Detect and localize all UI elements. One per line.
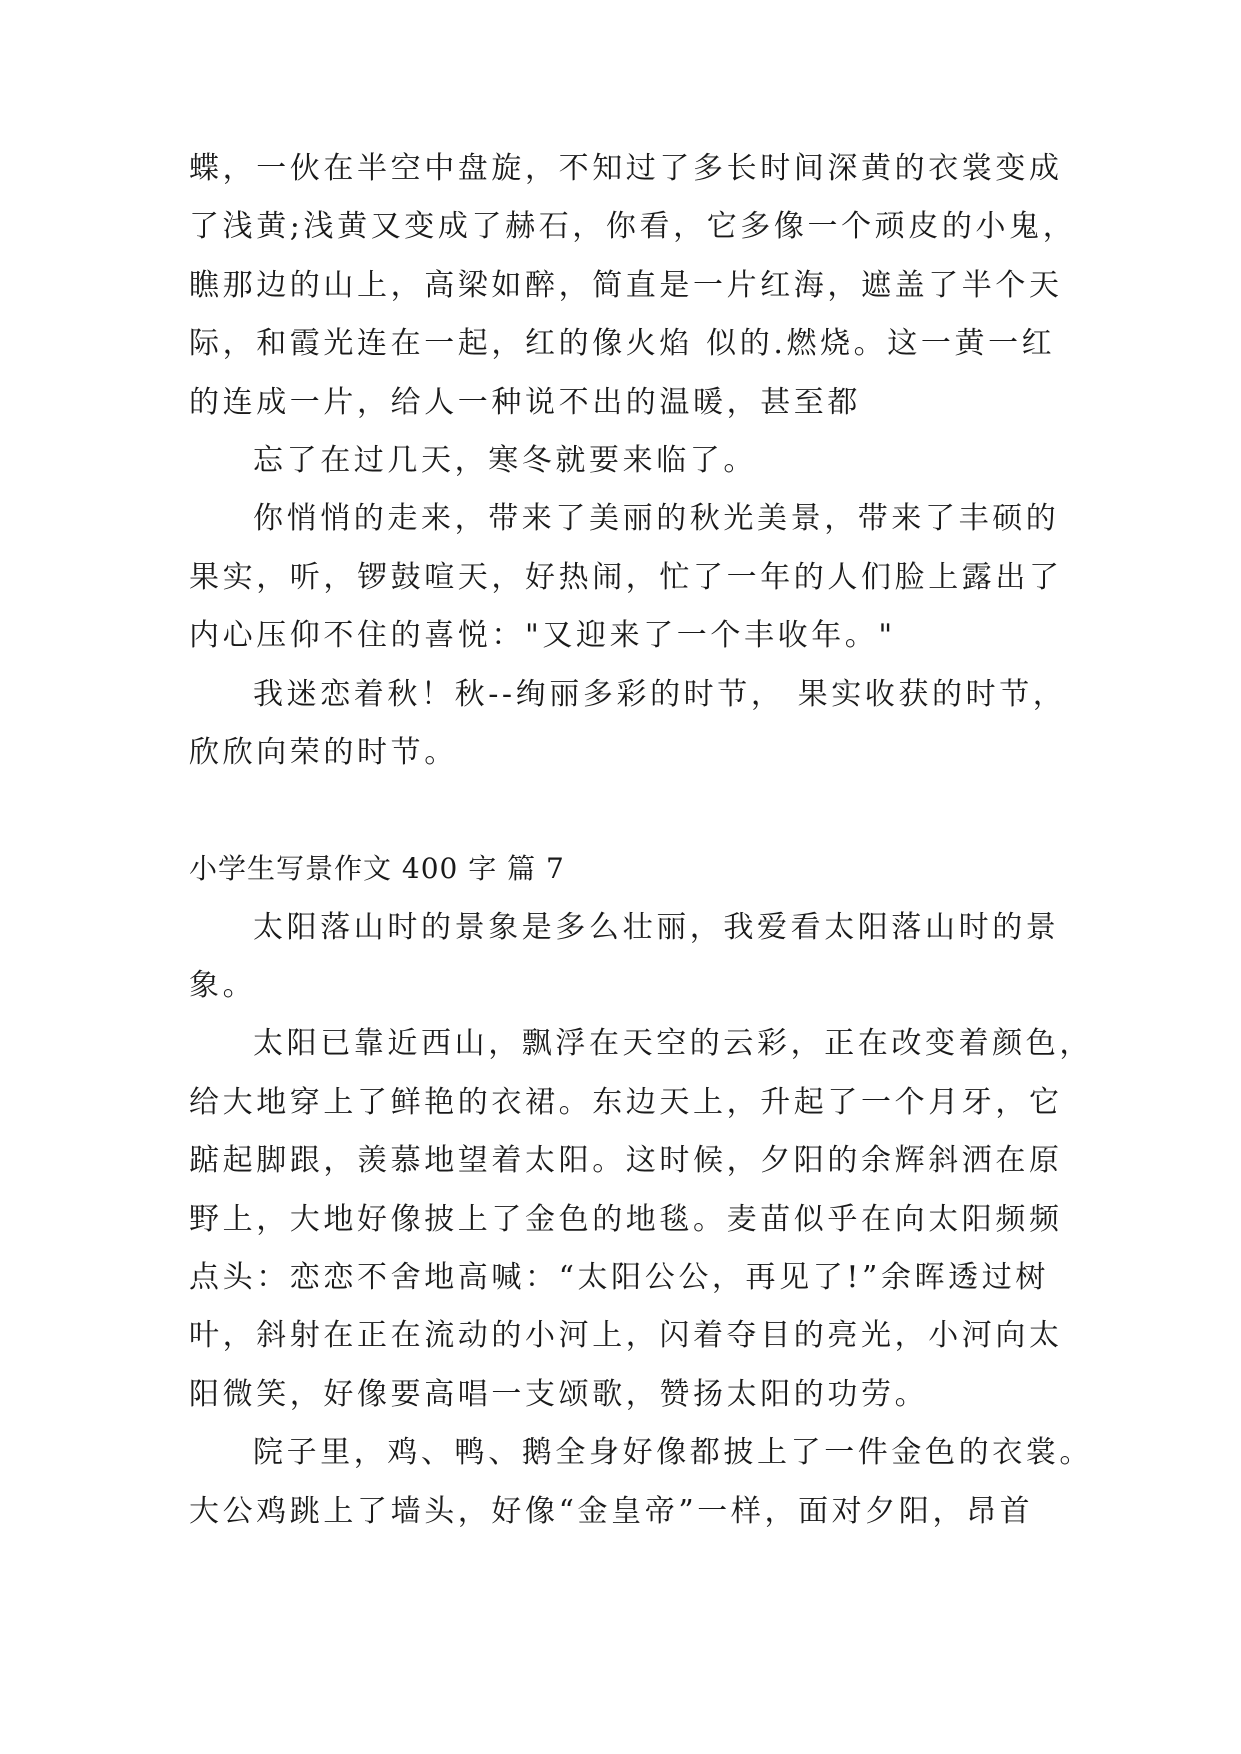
text-line: 你悄悄的走来，带来了美丽的秋光美景，带来了丰硕的: [253, 501, 1060, 537]
paragraph: [189, 666, 1069, 783]
text-line: 内心压仰不住的喜悦："又迎来了一个丰收年。": [189, 618, 896, 654]
text-line: 点头：恋恋不舍地高喊：“太阳公公，再见了!”余晖透过树: [189, 1260, 1049, 1296]
text-line: 踮起脚跟，羡慕地望着太阳。这时候，夕阳的余辉斜洒在原: [189, 1143, 1063, 1179]
paragraph: [189, 432, 1069, 490]
text-line: 际，和霞光连在一起，红的像火焰 似的.燃烧。这一黄一红: [189, 326, 1056, 362]
text-line: 蝶，一伙在半空中盘旋，不知过了多长时间深黄的衣裳变成: [189, 151, 1063, 186]
text-line: 我迷恋着秋！秋--绚丽多彩的时节， 果实收获的时节，: [253, 676, 1067, 712]
text-line: 院子里，鸡、鸭、鹅全身好像都披上了一件金色的衣裳。: [253, 1435, 1093, 1471]
text-line: 叶，斜射在正在流动的小河上，闪着夺目的亮光，小河向太: [189, 1318, 1063, 1354]
text-line: 阳微笑，好像要高唱一支颂歌，赞扬太阳的功劳。: [189, 1376, 929, 1412]
paragraph: [189, 490, 1069, 665]
section-heading: 小学生写景作文 400 字 篇 7: [189, 852, 565, 886]
text-line: 果实，听，锣鼓喧天，好热闹，忙了一年的人们脸上露出了: [189, 559, 1063, 595]
text-line: 的连成一片，给人一种说不出的温暖，甚至都: [189, 384, 861, 420]
text-line: 忘了在过几天，寒冬就要来临了。: [253, 442, 757, 478]
paragraph-continuation: [189, 140, 1077, 432]
spacer: [189, 782, 1069, 840]
paragraph: [189, 899, 1069, 1016]
text-line: 大公鸡跳上了墙头，好像“金皇帝”一样，面对夕阳，昂首: [189, 1493, 1034, 1529]
text-line: 瞧那边的山上，高梁如醉，简直是一片红海，遮盖了半个天: [189, 267, 1063, 303]
text-line: 野上，大地好像披上了金色的地毯。麦苗似乎在向太阳频频: [189, 1201, 1063, 1237]
text-line: 了浅黄;浅黄又变成了赫石，你看，它多像一个顽皮的小鬼，: [189, 209, 1077, 245]
text-line: 太阳落山时的景象是多么壮丽，我爱看太阳落山时的景: [253, 909, 1060, 945]
document-page: [189, 140, 1093, 1541]
paragraph: [189, 1015, 1093, 1424]
paragraph: [189, 1424, 1093, 1541]
text-line: 给大地穿上了鲜艳的衣裙。东边天上，升起了一个月牙，它: [189, 1084, 1063, 1120]
text-line: 太阳已靠近西山，飘浮在天空的云彩，正在改变着颜色，: [253, 1026, 1093, 1062]
text-line: 欣欣向荣的时节。: [189, 734, 458, 770]
text-line: 象。: [189, 968, 257, 1004]
